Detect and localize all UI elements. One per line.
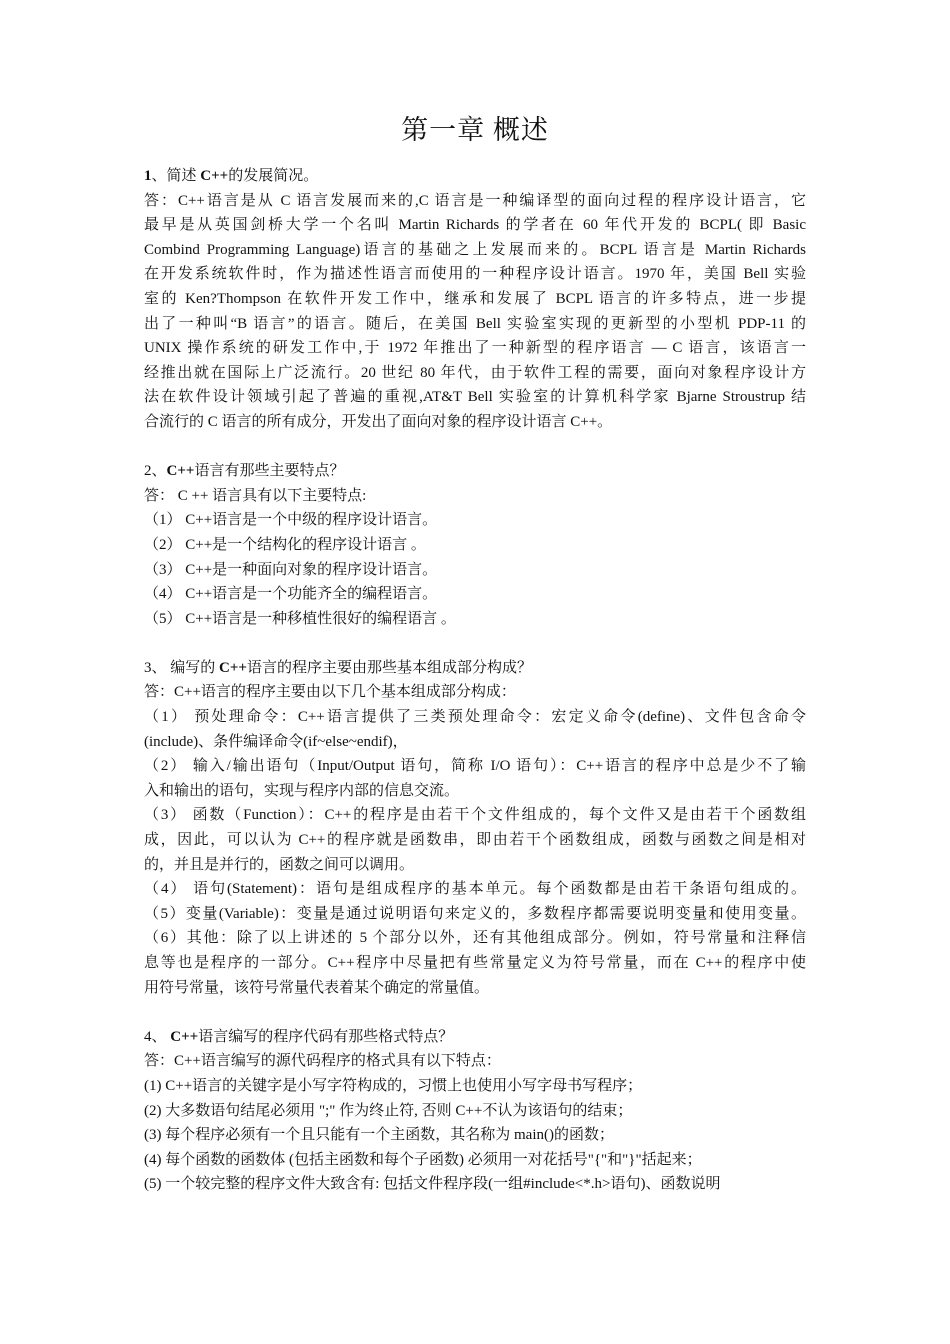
question-number: 4、 bbox=[144, 1028, 171, 1045]
document-body bbox=[144, 164, 806, 1197]
question-keyword: C++ bbox=[166, 463, 195, 480]
chapter-title: 第一章 概述 bbox=[401, 115, 549, 145]
list-item: (3) 每个程序必须有一个且只能有一个主函数，其名称为 main()的函数； bbox=[144, 1127, 614, 1144]
answer-line: 息等也是程序的一部分。C++程序中尽量把有些常量定义为符号常量，而在 C++的程序中使 bbox=[144, 955, 806, 971]
question-keyword: C++ bbox=[219, 659, 247, 676]
question-keyword: C++ bbox=[170, 1028, 199, 1045]
answer-line: 在开发系统软件时，作为描述性语言而使用的一种程序设计语言。1970 年，美国 Bell 实验 bbox=[144, 266, 806, 283]
answer-line: UNIX 操作系统的研发工作中,于 1972 年推出了一种新型的程序语言 — C 语言，该语言一 bbox=[144, 340, 806, 357]
paragraph-gap bbox=[144, 435, 806, 460]
answer-line: 经推出就在国际上广泛流行。20 世纪 80 年代，由于软件工程的需要，面向对象程序设计方 bbox=[144, 364, 806, 381]
list-item: （2） C++是一个结构化的程序设计语言 。 bbox=[144, 536, 426, 553]
question-keyword: C++ bbox=[200, 168, 229, 184]
question-number: 3、 编写的 bbox=[144, 659, 220, 676]
question-2-heading bbox=[144, 459, 806, 484]
question-text: 的发展简况。 bbox=[228, 168, 319, 184]
list-item: (1) C++语言的关键字是小写字符构成的，习惯上也使用小写字母书写程序； bbox=[144, 1077, 643, 1094]
answer-line: （6）其他：除了以上讲述的 5 个部分以外，还有其他组成部分。例如，符号常量和注释信 bbox=[144, 930, 806, 947]
answer-line: （1） 预处理命令：C++语言提供了三类预处理命令：宏定义命令(define)、文件包含命令 bbox=[144, 709, 806, 726]
list-item: （4） C++语言是一个功能齐全的编程语言。 bbox=[144, 586, 438, 603]
answer-line: 最早是从英国剑桥大学一个名叫 Martin Richards 的学者在 60 年代开发的 BCPL( 即 Basic bbox=[144, 217, 806, 234]
answer-line: Combind Programming Language)语言的基础之上发展而来的。BCPL 语言是 Martin Richards bbox=[144, 241, 806, 258]
answer-intro: 答： C ++ 语言具有以下主要特点: bbox=[144, 487, 367, 504]
answer-line: 出了一种叫“B 语言”的语言。随后，在美国 Bell 实验室实现的更新型的小型机 PDP-11 的 bbox=[144, 315, 806, 332]
answer-line: (include)、条件编译命令(if~else~endif)， bbox=[144, 733, 408, 750]
answer-line: 的，并且是并行的，函数之间可以调用。 bbox=[144, 856, 415, 873]
question-text: 语言有那些主要特点？ bbox=[194, 463, 345, 480]
answer-line: （4） 语句(Statement)：语句是组成程序的基本单元。每个函数都是由若干条语句组成的。 bbox=[144, 881, 806, 898]
question-text: 、简述 bbox=[151, 168, 201, 184]
answer-intro: 答：C++语言编写的源代码程序的格式具有以下特点： bbox=[144, 1053, 501, 1070]
answer-line: 合流行的 C 语言的所有成分，开发出了面向对象的程序设计语言 C++。 bbox=[144, 413, 613, 430]
question-text: 语言编写的程序代码有那些格式特点？ bbox=[198, 1028, 454, 1045]
answer-line: 答：C++语言是从 C 语言发展而来的,C 语言是一种编译型的面向过程的程序设计语言，它 bbox=[144, 192, 806, 209]
list-item: （5） C++语言是一种移植性很好的编程语言 。 bbox=[144, 610, 456, 627]
question-number: 1 bbox=[144, 168, 152, 184]
answer-line: 室的 Ken?Thompson 在软件开发工作中，继承和发展了 BCPL 语言的许多特点，进一步提 bbox=[144, 290, 806, 307]
paragraph-gap bbox=[144, 631, 806, 656]
question-text: 语言的程序主要由那些基本组成部分构成？ bbox=[246, 659, 532, 676]
list-item: (5) 一个较完整的程序文件大致含有: 包括文件程序段(一组#include<*.h>语句)、函数说明 bbox=[144, 1176, 721, 1193]
answer-line: 法在软件设计领域引起了普遍的重视,AT&T Bell 实验室的计算机科学家 Bjarne Stroustrup 结 bbox=[144, 389, 806, 406]
list-item: (4) 每个函数的函数体 (包括主函数和每个子函数) 必须用一对花括号"{"和"}"括起来； bbox=[144, 1151, 702, 1168]
answer-line: （3） 函数（Function）：C++的程序是由若干个文件组成的，每个文件又是由若干个函数组 bbox=[144, 807, 806, 824]
question-number: 2、 bbox=[144, 463, 167, 480]
answer-line: （2） 输入/输出语句（Input/Output 语句，简称 I/O 语句）：C++语言的程序中总是少不了输 bbox=[144, 758, 806, 775]
list-item: （1） C++语言是一个中级的程序设计语言。 bbox=[144, 512, 438, 529]
answer-line: 入和输出的语句，实现与程序内部的信息交流。 bbox=[144, 782, 460, 799]
list-item: （3） C++是一种面向对象的程序设计语言。 bbox=[144, 561, 438, 578]
paragraph-gap bbox=[144, 1000, 806, 1025]
question-1-heading bbox=[144, 164, 806, 189]
answer-line: （5）变量(Variable)：变量是通过说明语句来定义的，多数程序都需要说明变量和使用变量。 bbox=[144, 905, 806, 922]
answer-intro: 答：C++语言的程序主要由以下几个基本组成部分构成： bbox=[144, 684, 516, 701]
question-4-heading bbox=[144, 1025, 806, 1050]
answer-line: 用符号常量，该符号常量代表着某个确定的常量值。 bbox=[144, 979, 490, 996]
list-item: (2) 大多数语句结尾必须用 ";" 作为终止符, 否则 C++不认为该语句的结束； bbox=[144, 1102, 633, 1119]
answer-line: 成，因此，可以认为 C++的程序就是函数串，即由若干个函数组成，函数与函数之间是相对 bbox=[144, 832, 806, 849]
question-3-heading bbox=[144, 656, 806, 681]
